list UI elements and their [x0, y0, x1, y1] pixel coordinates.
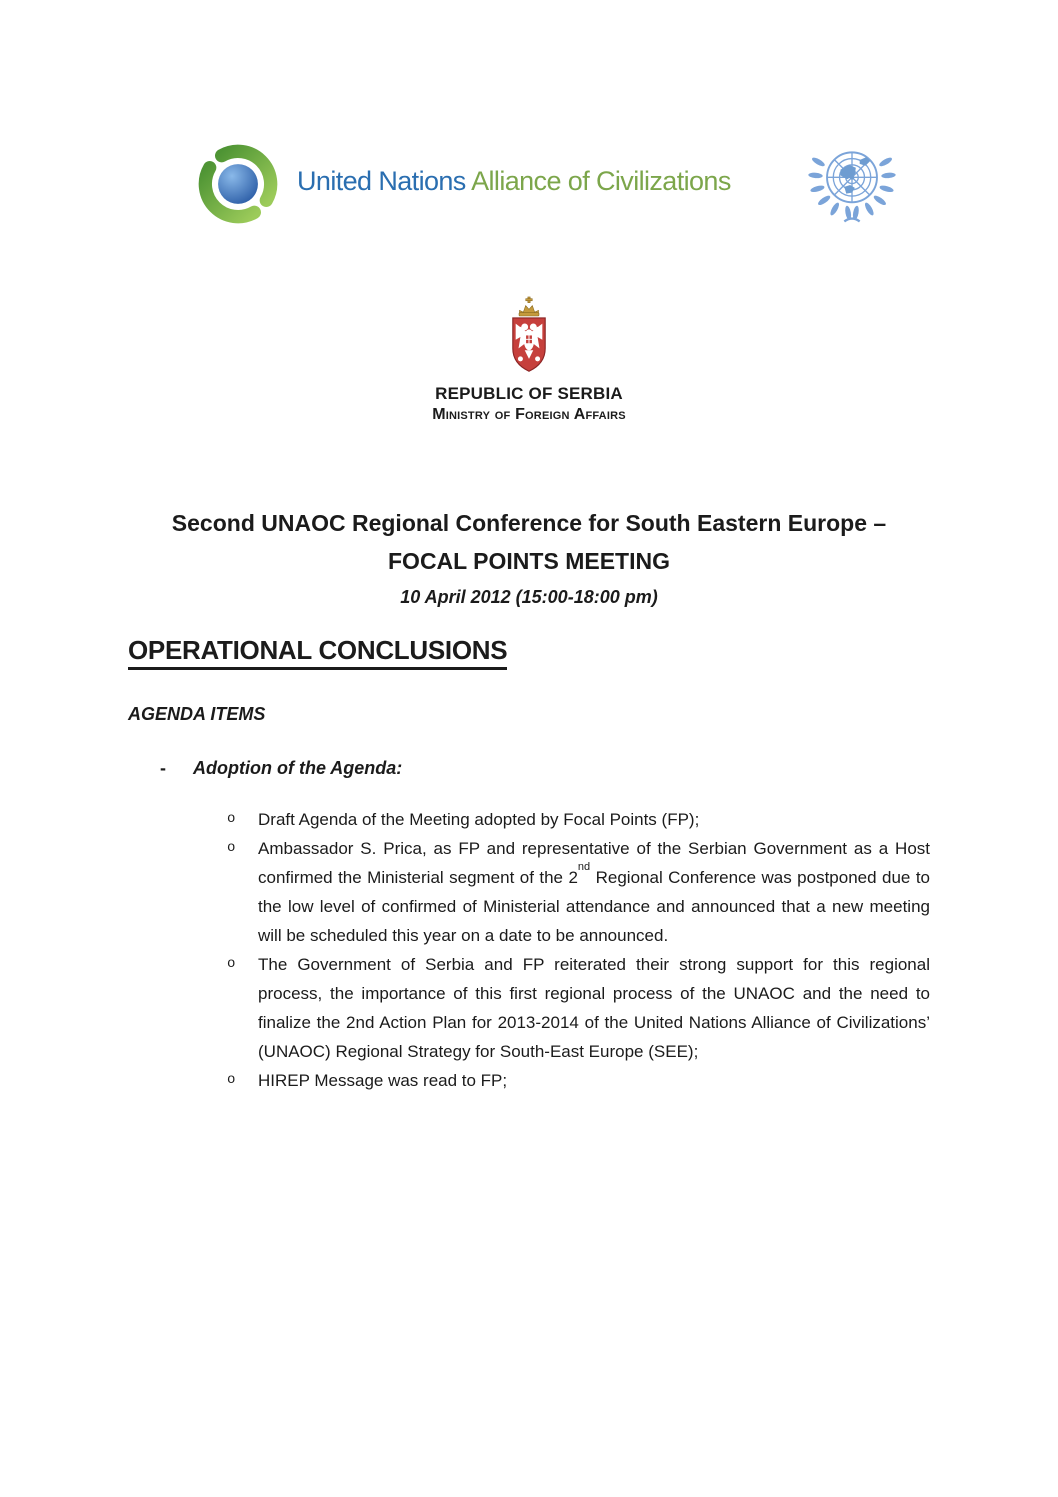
document-title-line1: Second UNAOC Regional Conference for South Eastern Europe – [171, 510, 887, 536]
agenda-item [160, 758, 930, 779]
un-emblem-icon [804, 140, 900, 230]
bullet-text: The Government of Serbia and FP reiterated their strong support for this regional process, the importance of this first regional process of the UNAOC and the need to finalize the 2nd Action Plan for 2013-2014 of the United Nations Alliance of Civilizations’ (UNAOC) Regional Strategy for South-East Europe (SEE); [258, 955, 930, 1061]
unaoc-wordmark [297, 166, 731, 203]
unaoc-wordmark-united-nations: United Nations [297, 165, 466, 196]
bullet-marker: o [227, 1072, 236, 1088]
unaoc-logo [192, 138, 731, 230]
agenda-dash-marker: - [160, 758, 166, 778]
superscript-ordinal: nd [577, 861, 591, 874]
bullet-marker: o [227, 956, 236, 972]
list-item [227, 1066, 930, 1095]
bullet-text: Draft Agenda of the Meeting adopted by Focal Points (FP); [258, 810, 700, 829]
unaoc-swirl-icon [192, 138, 284, 230]
serbia-coat-of-arms-icon [500, 296, 558, 376]
section-heading: OPERATIONAL CONCLUSIONS [128, 634, 507, 670]
bullet-marker: o [227, 811, 236, 827]
serbia-country-name: REPUBLIC OF SERBIA [435, 384, 623, 403]
bullet-marker: o [227, 840, 236, 856]
bullet-text: HIREP Message was read to FP; [258, 1071, 508, 1090]
unaoc-wordmark-alliance: Alliance of Civilizations [471, 165, 731, 196]
agenda-items-label: AGENDA ITEMS [128, 704, 266, 724]
agenda-item-label: Adoption of the Agenda: [193, 758, 403, 778]
document-title-line2: FOCAL POINTS MEETING [388, 548, 670, 574]
document-title-block [0, 504, 1058, 612]
list-item [227, 805, 930, 834]
bullet-list [128, 805, 930, 1095]
serbia-block [0, 296, 1058, 424]
document-date: 10 April 2012 (15:00-18:00 pm) [400, 587, 658, 607]
bullet-text: Ambassador S. Prica, as FP and representative of the Serbian Government as a Host confirmed the Ministerial segment of the 2nd Regional Conference was postponed due to the low level of confirmed of Ministerial attendance and announced that a new meeting will be scheduled this year on a date to be announced. [258, 839, 930, 945]
document-body [128, 634, 930, 1095]
serbia-ministry-name: Ministry of Foreign Affairs [432, 406, 626, 423]
list-item [227, 950, 930, 1066]
list-item [227, 834, 930, 950]
